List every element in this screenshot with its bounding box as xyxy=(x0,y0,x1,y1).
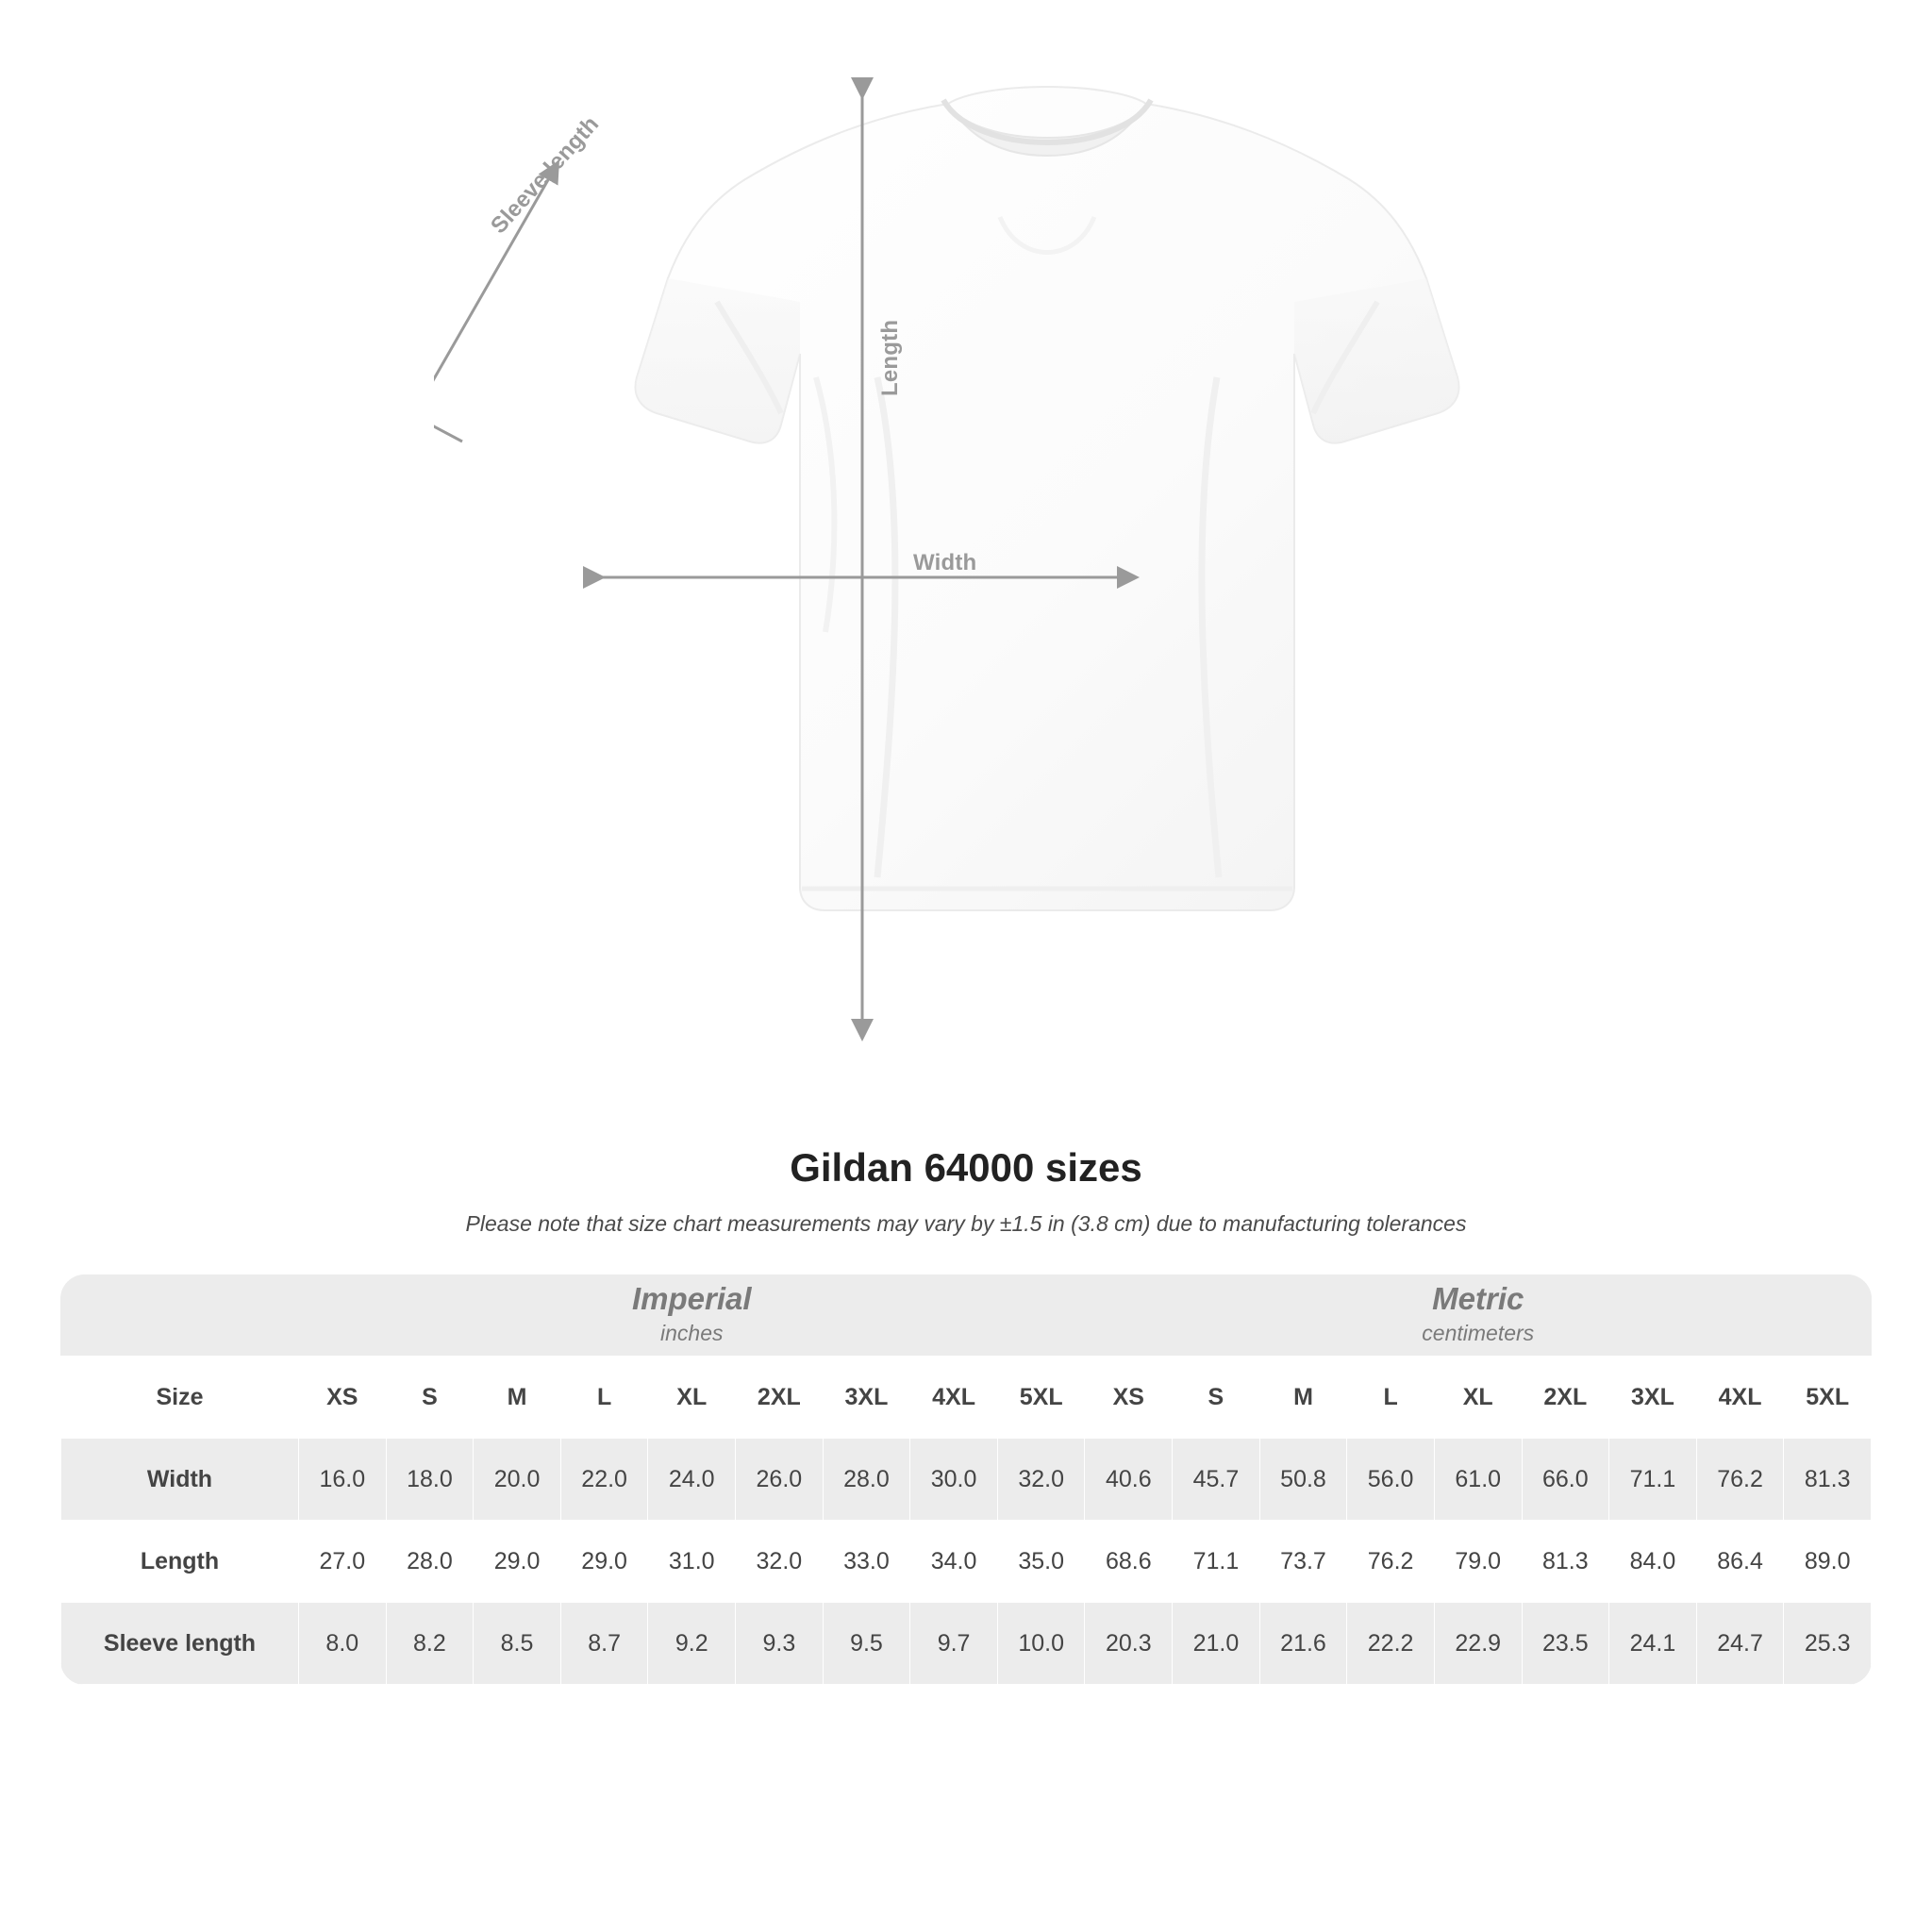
table-cell: 28.0 xyxy=(823,1439,910,1521)
table-cell: 61.0 xyxy=(1434,1439,1522,1521)
table-cell: 35.0 xyxy=(997,1521,1085,1603)
table-cell: 40.6 xyxy=(1085,1439,1173,1521)
size-header-cell: 2XL xyxy=(1522,1357,1609,1439)
unit-group-imperial xyxy=(299,1274,1085,1357)
table-row xyxy=(61,1521,1872,1603)
size-header-cell: XS xyxy=(299,1357,387,1439)
unit-header-spacer xyxy=(61,1274,299,1357)
size-header-cell: XL xyxy=(648,1357,736,1439)
size-header-cell: M xyxy=(474,1357,561,1439)
table-cell: 8.0 xyxy=(299,1603,387,1685)
table-cell: 23.5 xyxy=(1522,1603,1609,1685)
table-cell: 9.5 xyxy=(823,1603,910,1685)
unit-group-metric xyxy=(1085,1274,1872,1357)
table-cell: 86.4 xyxy=(1696,1521,1784,1603)
sleeve-length-dimension-label: Sleeve length xyxy=(486,111,605,240)
table-cell: 20.0 xyxy=(474,1439,561,1521)
table-cell: 79.0 xyxy=(1434,1521,1522,1603)
table-cell: 20.3 xyxy=(1085,1603,1173,1685)
unit-group-metric-system: Metric xyxy=(1432,1280,1524,1316)
table-cell: 81.3 xyxy=(1522,1521,1609,1603)
size-header-cell: L xyxy=(1347,1357,1435,1439)
table-cell: 30.0 xyxy=(910,1439,998,1521)
size-header-row xyxy=(61,1357,1872,1439)
table-cell: 81.3 xyxy=(1784,1439,1872,1521)
table-cell: 76.2 xyxy=(1347,1521,1435,1603)
page-title: Gildan 64000 sizes xyxy=(790,1145,1142,1190)
table-cell: 24.1 xyxy=(1609,1603,1697,1685)
size-header-cell: 4XL xyxy=(910,1357,998,1439)
size-header-cell: 5XL xyxy=(1784,1357,1872,1439)
table-cell: 22.2 xyxy=(1347,1603,1435,1685)
table-cell: 45.7 xyxy=(1173,1439,1260,1521)
table-cell: 71.1 xyxy=(1173,1521,1260,1603)
table-cell: 24.0 xyxy=(648,1439,736,1521)
table-cell: 89.0 xyxy=(1784,1521,1872,1603)
unit-header-row xyxy=(61,1274,1872,1357)
size-header-cell: L xyxy=(560,1357,648,1439)
table-cell: 31.0 xyxy=(648,1521,736,1603)
size-header-cell: 3XL xyxy=(823,1357,910,1439)
table-cell: 8.2 xyxy=(386,1603,474,1685)
table-cell: 27.0 xyxy=(299,1521,387,1603)
measurement-tolerance-note: Please note that size chart measurements may vary by ±1.5 in (3.8 cm) due to manufacturing tolerances xyxy=(465,1211,1467,1236)
table-cell: 21.0 xyxy=(1173,1603,1260,1685)
size-header-cell: XS xyxy=(1085,1357,1173,1439)
chart-header xyxy=(0,1145,1932,1237)
table-cell: 10.0 xyxy=(997,1603,1085,1685)
table-cell: 25.3 xyxy=(1784,1603,1872,1685)
table-cell: 16.0 xyxy=(299,1439,387,1521)
unit-group-metric-units: centimeters xyxy=(1422,1320,1535,1345)
table-cell: 9.2 xyxy=(648,1603,736,1685)
table-cell: 26.0 xyxy=(736,1439,824,1521)
table-cell: 84.0 xyxy=(1609,1521,1697,1603)
size-header-cell: S xyxy=(386,1357,474,1439)
table-cell: 18.0 xyxy=(386,1439,474,1521)
size-header-cell: M xyxy=(1259,1357,1347,1439)
table-cell: 21.6 xyxy=(1259,1603,1347,1685)
size-header-label: Size xyxy=(61,1357,299,1439)
size-chart-table-container xyxy=(60,1274,1872,1685)
table-row xyxy=(61,1439,1872,1521)
table-cell: 29.0 xyxy=(474,1521,561,1603)
table-cell: 24.7 xyxy=(1696,1603,1784,1685)
table-cell: 50.8 xyxy=(1259,1439,1347,1521)
table-cell: 32.0 xyxy=(736,1521,824,1603)
size-header-cell: XL xyxy=(1434,1357,1522,1439)
table-cell: 8.7 xyxy=(560,1603,648,1685)
row-label-width: Width xyxy=(61,1439,299,1521)
table-cell: 71.1 xyxy=(1609,1439,1697,1521)
table-cell: 29.0 xyxy=(560,1521,648,1603)
length-dimension-label: Length xyxy=(877,319,903,396)
table-cell: 66.0 xyxy=(1522,1439,1609,1521)
unit-group-imperial-units: inches xyxy=(660,1320,724,1345)
row-label-length: Length xyxy=(61,1521,299,1603)
size-header-cell: 2XL xyxy=(736,1357,824,1439)
table-cell: 32.0 xyxy=(997,1439,1085,1521)
table-cell: 34.0 xyxy=(910,1521,998,1603)
table-cell: 68.6 xyxy=(1085,1521,1173,1603)
size-header-cell: 4XL xyxy=(1696,1357,1784,1439)
size-chart-table xyxy=(60,1274,1872,1685)
table-cell: 22.0 xyxy=(560,1439,648,1521)
unit-group-imperial-system: Imperial xyxy=(631,1280,752,1316)
table-cell: 28.0 xyxy=(386,1521,474,1603)
table-cell: 56.0 xyxy=(1347,1439,1435,1521)
table-cell: 8.5 xyxy=(474,1603,561,1685)
table-cell: 76.2 xyxy=(1696,1439,1784,1521)
table-cell: 73.7 xyxy=(1259,1521,1347,1603)
table-cell: 9.3 xyxy=(736,1603,824,1685)
size-header-cell: 3XL xyxy=(1609,1357,1697,1439)
table-row xyxy=(61,1603,1872,1685)
table-cell: 9.7 xyxy=(910,1603,998,1685)
table-cell: 33.0 xyxy=(823,1521,910,1603)
size-header-cell: S xyxy=(1173,1357,1260,1439)
size-header-cell: 5XL xyxy=(997,1357,1085,1439)
table-cell: 22.9 xyxy=(1434,1603,1522,1685)
row-label-sleeve-length: Sleeve length xyxy=(61,1603,299,1685)
width-dimension-label: Width xyxy=(913,550,977,575)
